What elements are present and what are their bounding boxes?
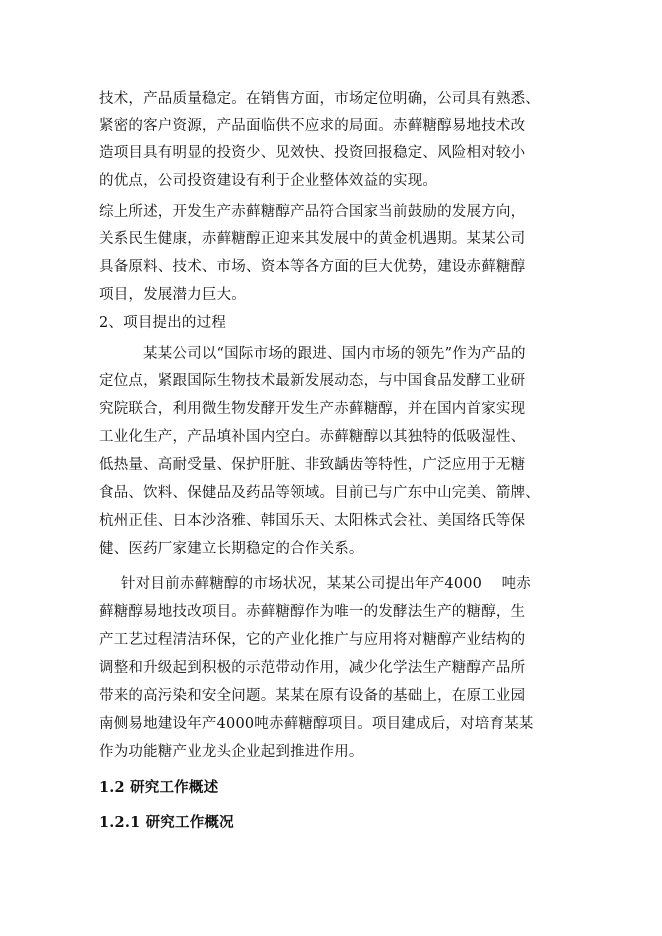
paragraph-line: 项目，发展潜力巨大。: [99, 287, 246, 303]
paragraph-line: 某某公司以“国际市场的跟进、国内市场的领先”作为产品的: [143, 346, 526, 362]
paragraph-line: 杭州正佳、日本沙洛雅、韩国乐天、太阳株式会社、美国络氏等保: [99, 513, 526, 529]
paragraph-line: 南侧易地建设年产4000吨赤藓糖醇项目。项目建成后，对培育某某: [99, 716, 534, 732]
paragraph-line: 究院联合，利用微生物发酵开发生产赤藓糖醇，并在国内首家实现: [99, 401, 526, 417]
paragraph-line: 针对目前赤藓糖醇的市场状况，某某公司提出年产4000 吨赤: [121, 576, 532, 592]
paragraph-line: 关系民生健康，赤藓糖醇正迎来其发展中的黄金机遇期。某某公司: [99, 231, 526, 247]
paragraph-line: 带来的高污染和安全问题。某某在原有设备的基础上，在原工业园: [99, 688, 526, 704]
paragraph-line: 低热量、高耐受量、保护肝脏、非致龋齿等特性，广泛应用于无糖: [99, 457, 526, 473]
paragraph-line: 具备原料、技术、市场、资本等各方面的巨大优势，建设赤藓糖醇: [99, 259, 526, 275]
section-heading-2: 2、项目提出的过程: [99, 315, 227, 331]
heading-1-2: 1.2 研究工作概述: [99, 779, 219, 796]
paragraph-line: 的优点，公司投资建设有利于企业整体效益的实现。: [99, 173, 438, 189]
paragraph-line: 调整和升级起到积极的示范带动作用，减少化学法生产糖醇产品所: [99, 660, 526, 676]
paragraph-line: 食品、饮料、保健品及药品等领域。目前已与广东中山完美、箭牌、: [99, 485, 540, 501]
paragraph-line: 紧密的客户资源，产品面临供不应求的局面。赤藓糖醇易地技术改: [99, 118, 526, 134]
paragraph-line: 定位点，紧跟国际生物技术最新发展动态，与中国食品发酵工业研: [99, 373, 526, 389]
paragraph-line: 技术，产品质量稳定。在销售方面，市场定位明确，公司具有熟悉、: [99, 91, 540, 107]
paragraph-line: 综上所述，开发生产赤藓糖醇产品符合国家当前鼓励的发展方向，: [99, 204, 526, 220]
paragraph-line: 工业化生产，产品填补国内空白。赤藓糖醇以其独特的低吸湿性、: [99, 429, 526, 445]
heading-1-2-1: 1.2.1 研究工作概况: [99, 814, 234, 831]
paragraph-line: 藓糖醇易地技改项目。赤藓糖醇作为唯一的发酵法生产的糖醇，生: [99, 604, 526, 620]
paragraph-line: 作为功能糖产业龙头企业起到推进作用。: [99, 744, 364, 760]
paragraph-line: 造项目具有明显的投资少、见效快、投资回报稳定、风险相对较小: [99, 145, 526, 161]
paragraph-line: 产工艺过程清洁环保，它的产业化推广与应用将对糖醇产业结构的: [99, 632, 526, 648]
paragraph-line: 健、医药厂家建立长期稳定的合作关系。: [99, 541, 364, 557]
